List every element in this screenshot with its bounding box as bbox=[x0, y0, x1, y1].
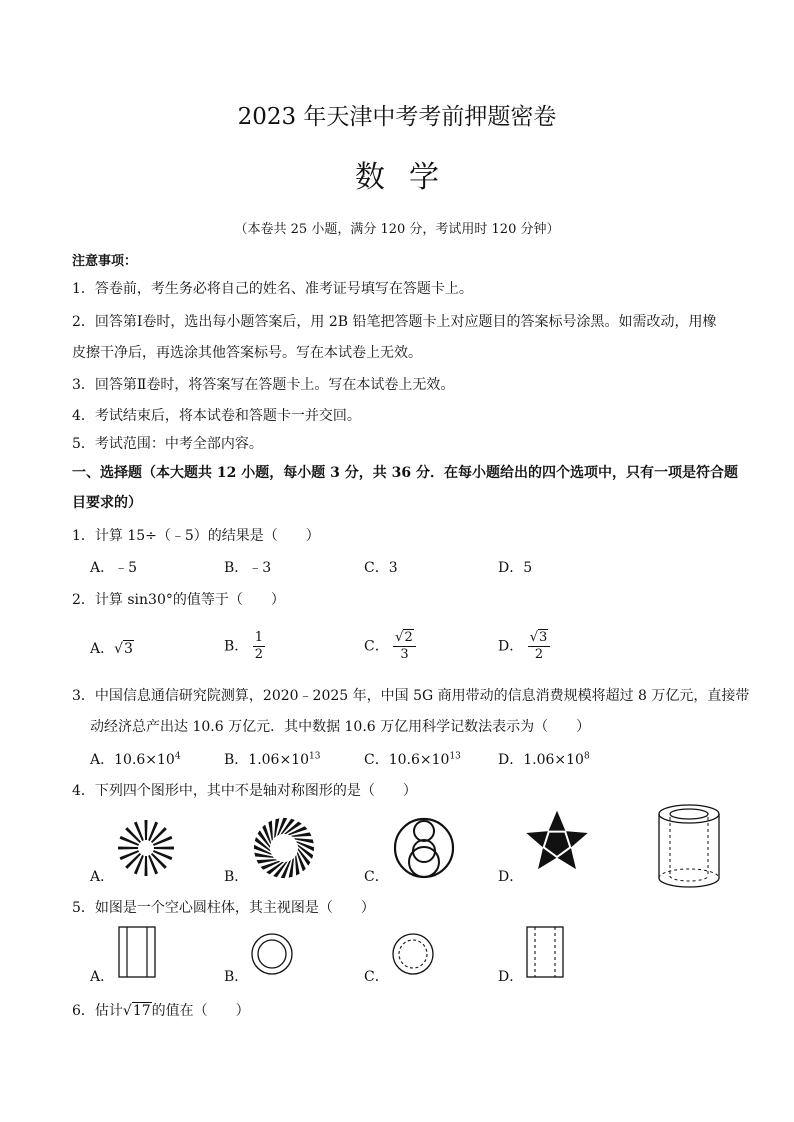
q4-option-a-label: A． bbox=[90, 869, 115, 885]
q4-option-c-label: C． bbox=[364, 869, 389, 885]
fraction bbox=[393, 630, 416, 663]
question-1-stem: 1．计算 15÷（﹣5）的结果是（ ） bbox=[72, 528, 320, 544]
q5-option-b-label: B． bbox=[224, 969, 249, 985]
q1-option-b: B．﹣3 bbox=[224, 560, 272, 576]
radicand: 3 bbox=[538, 630, 548, 645]
exponent: 13 bbox=[309, 751, 321, 762]
denominator: 3 bbox=[400, 647, 409, 662]
q4-option-d-label: D． bbox=[498, 869, 524, 885]
option-label: C． bbox=[364, 638, 389, 655]
question-4-stem: 4．下列四个图形中，其中不是轴对称图形的是（ ） bbox=[72, 783, 417, 799]
q2-option-d bbox=[498, 630, 550, 663]
option-label: B． bbox=[224, 638, 249, 655]
q5-option-a-label: A． bbox=[90, 969, 115, 985]
exponent: 8 bbox=[583, 751, 590, 762]
radial-burst-figure bbox=[116, 818, 176, 878]
hollow-cylinder-figure bbox=[655, 802, 723, 892]
question-5-stem: 5．如图是一个空心圆柱体，其主视图是（ ） bbox=[72, 900, 375, 916]
denominator: 2 bbox=[534, 647, 544, 662]
option-label: D． bbox=[498, 638, 524, 655]
sci-base: 10.6×10 bbox=[388, 752, 450, 768]
q6-stem-pre: 6．估计 bbox=[72, 1003, 123, 1019]
q1-option-a: A．﹣5 bbox=[90, 560, 138, 576]
front-view-dashed-lines-figure bbox=[526, 926, 564, 978]
front-view-solid-lines-figure bbox=[118, 926, 156, 978]
q6-stem-post: 的值在（ ） bbox=[151, 1003, 250, 1019]
sci-base: 1.06×10 bbox=[248, 752, 310, 768]
question-6-stem: 6．估计√17的值在（ ） bbox=[72, 1003, 250, 1019]
q3-option-a bbox=[90, 749, 181, 769]
radicand: 2 bbox=[404, 630, 413, 645]
note-item: 4．考试结束后，将本试卷和答题卡一并交回。 bbox=[72, 408, 361, 424]
notes-heading: 注意事项： bbox=[72, 254, 138, 269]
radicand: 3 bbox=[124, 641, 133, 657]
fraction bbox=[528, 630, 551, 663]
swirl-disc-figure bbox=[252, 816, 316, 880]
sci-base: 1.06×10 bbox=[523, 752, 584, 768]
q3-option-b bbox=[224, 749, 320, 769]
q5-option-c-label: C． bbox=[364, 969, 389, 985]
q1-option-c: C．3 bbox=[364, 560, 398, 576]
denominator: 2 bbox=[254, 647, 264, 662]
note-item: 2．回答第Ⅰ卷时，选出每小题答案后，用 2B 铅笔把答题卡上对应题目的答案标号涂黑。如需改动，用橡 bbox=[72, 314, 717, 330]
question-2-stem: 2．计算 sin30°的值等于（ ） bbox=[72, 592, 285, 608]
q2-option-b bbox=[224, 630, 265, 663]
sci-base: 10.6×10 bbox=[114, 752, 175, 768]
q2-option-c bbox=[364, 630, 416, 663]
option-label: C． bbox=[364, 752, 389, 768]
ring-dashed-figure bbox=[391, 932, 435, 976]
q2-option-a: A．√3 bbox=[90, 641, 133, 657]
q3-option-c bbox=[364, 749, 461, 769]
subject-title: 数学 bbox=[355, 160, 463, 195]
nested-circles-figure bbox=[392, 816, 456, 880]
exponent: 13 bbox=[449, 751, 461, 762]
numerator: √2 bbox=[393, 630, 416, 647]
note-item: 3．回答第Ⅱ卷时，将答案写在答题卡上。写在本试卷上无效。 bbox=[72, 377, 455, 393]
option-label: D． bbox=[498, 752, 524, 768]
q1-option-d: D．5 bbox=[498, 560, 533, 576]
section-heading-cont: 目要求的） bbox=[72, 495, 142, 511]
option-label: A． bbox=[90, 752, 115, 768]
option-label: B． bbox=[224, 752, 249, 768]
question-3-stem: 3．中国信息通信研究院测算，2020﹣2025 年，中国 5G 商用带动的信息消费规模将超过 8 万亿元，直接带 bbox=[72, 688, 750, 704]
note-item: 5．考试范围：中考全部内容。 bbox=[72, 436, 263, 452]
radicand: 17 bbox=[132, 1003, 151, 1019]
ring-solid-figure bbox=[250, 932, 294, 976]
page-title: 2023 年天津中考考前押题密卷 bbox=[237, 104, 557, 130]
q3-option-d bbox=[498, 749, 590, 769]
star-figure bbox=[524, 810, 590, 876]
numerator: √3 bbox=[528, 630, 551, 647]
exam-intro: （本卷共 25 小题，满分 120 分，考试用时 120 分钟） bbox=[234, 222, 560, 237]
note-item: 1．答卷前，考生务必将自己的姓名、准考证号填写在答题卡上。 bbox=[72, 281, 473, 297]
section-heading: 一、选择题（本大题共 12 小题，每小题 3 分，共 36 分．在每小题给出的四个选项中，只有一项是符合题 bbox=[72, 465, 738, 481]
fraction bbox=[253, 630, 265, 663]
note-item: 皮擦干净后，再选涂其他答案标号。写在本试卷上无效。 bbox=[72, 345, 422, 361]
option-label: A． bbox=[90, 641, 115, 657]
numerator: 1 bbox=[254, 630, 264, 645]
question-3-stem-cont: 动经济总产出达 10.6 万亿元．其中数据 10.6 万亿用科学记数法表示为（ ） bbox=[90, 719, 591, 735]
q4-option-b-label: B． bbox=[224, 869, 249, 885]
q5-option-d-label: D． bbox=[498, 969, 524, 985]
exponent: 4 bbox=[174, 751, 181, 762]
